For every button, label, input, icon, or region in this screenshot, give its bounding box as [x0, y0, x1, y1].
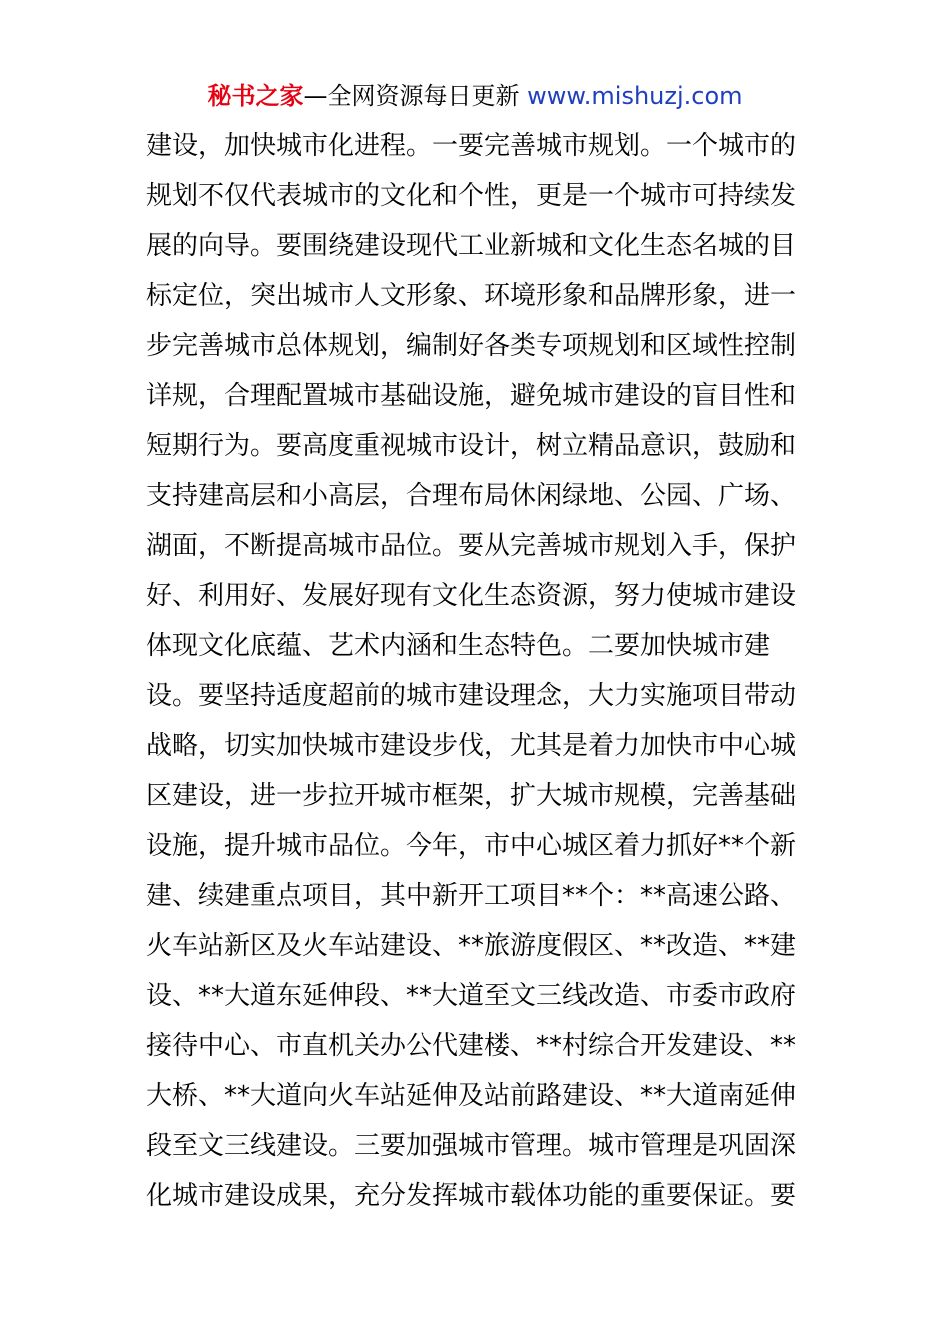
text-line: 支持建高层和小高层，合理布局休闲绿地、公园、广场、: [146, 481, 797, 511]
text-line: 湖面，不断提高城市品位。要从完善城市规划入手，保护: [146, 531, 797, 561]
document-body: [146, 121, 826, 1221]
text-line: 步完善城市总体规划，编制好各类专项规划和区域性控制: [146, 331, 797, 361]
text-line: 建、续建重点项目，其中新开工项目**个：**高速公路、: [146, 881, 797, 911]
text-line: 建设，加快城市化进程。一要完善城市规划。一个城市的: [146, 131, 797, 161]
text-line: 设、**大道东延伸段、**大道至文三线改造、市委市政府: [146, 981, 797, 1011]
text-line: 段至文三线建设。三要加强城市管理。城市管理是巩固深: [146, 1131, 797, 1161]
text-line: 短期行为。要高度重视城市设计，树立精品意识，鼓励和: [146, 431, 797, 461]
text-line: 战略，切实加快城市建设步伐，尤其是着力加快市中心城: [146, 731, 797, 761]
text-line: 化城市建设成果，充分发挥城市载体功能的重要保证。要: [146, 1181, 797, 1211]
text-line: 火车站新区及火车站建设、**旅游度假区、**改造、**建: [146, 931, 797, 961]
page-header: [0, 80, 950, 112]
text-line: 详规，合理配置城市基础设施，避免城市建设的盲目性和: [146, 381, 797, 411]
text-line: 展的向导。要围绕建设现代工业新城和文化生态名城的目: [146, 231, 797, 261]
text-line: 区建设，进一步拉开城市框架，扩大城市规模，完善基础: [146, 781, 797, 811]
text-line: 大桥、**大道向火车站延伸及站前路建设、**大道南延伸: [146, 1081, 797, 1111]
header-brand: 秘书之家: [207, 82, 304, 110]
text-line: 好、利用好、发展好现有文化生态资源，努力使城市建设: [146, 581, 797, 611]
text-line: 规划不仅代表城市的文化和个性，更是一个城市可持续发: [146, 181, 797, 211]
text-line: 设施，提升城市品位。今年，市中心城区着力抓好**个新: [146, 831, 797, 861]
header-url[interactable]: www.mishuzj.com: [527, 82, 743, 110]
text-line: 标定位，突出城市人文形象、环境形象和品牌形象，进一: [146, 281, 797, 311]
header-tagline: —全网资源每日更新: [303, 82, 528, 110]
text-line: 设。要坚持适度超前的城市建设理念，大力实施项目带动: [146, 681, 797, 711]
text-line: 接待中心、市直机关办公代建楼、**村综合开发建设、**: [146, 1031, 797, 1061]
text-line: 体现文化底蕴、艺术内涵和生态特色。二要加快城市建: [146, 631, 771, 661]
